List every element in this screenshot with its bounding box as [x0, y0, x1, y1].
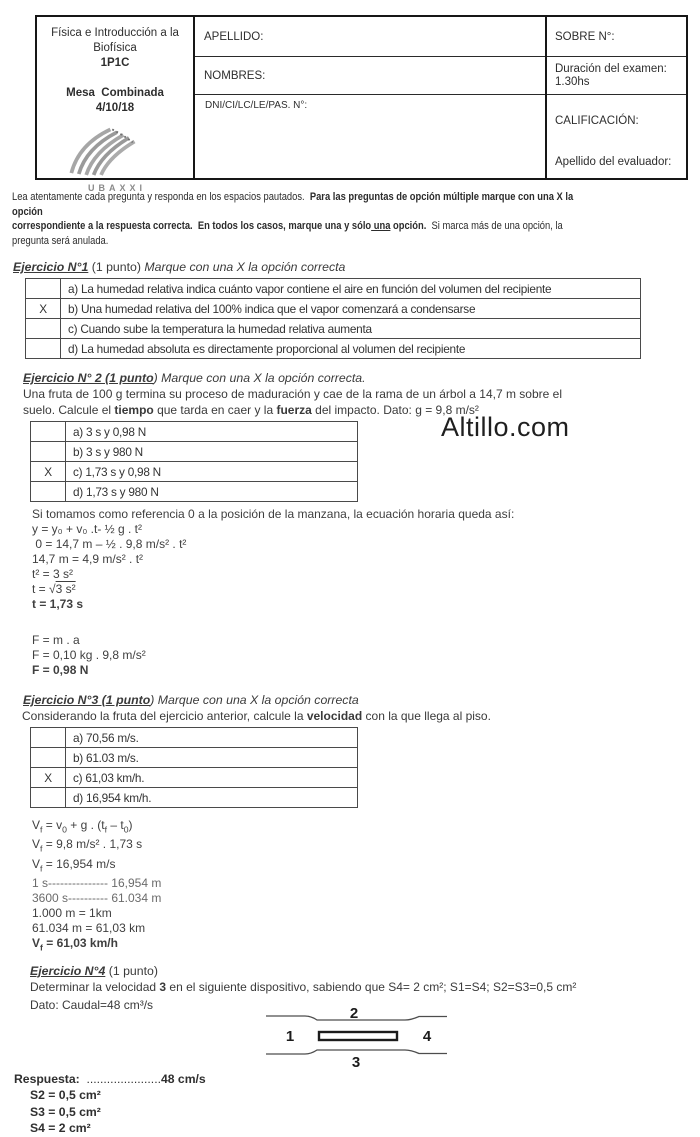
table-row: [26, 319, 641, 339]
dni-field: [195, 95, 545, 178]
ubaxxi-logo: [37, 122, 193, 196]
altillo-watermark: Altillo.com: [441, 412, 570, 442]
table-row: [26, 339, 641, 359]
answer-block: Respuesta: ......................48 cm/s S2 = 0,5 cm² S3 = 0,5 cm² S4 = 2 cm²: [14, 1071, 206, 1136]
exercise-3-statement: Considerando la fruta del ejercicio anterior, calcule la velocidad con la que llega al piso.: [22, 709, 491, 723]
table-row: [31, 422, 358, 442]
calificacion-field: [547, 95, 686, 178]
header-admin-fields: [545, 17, 686, 178]
course-box: [37, 17, 195, 193]
option-mark: X: [31, 768, 66, 788]
option-label: a) 3 s y 0,98 N: [66, 422, 358, 442]
option-mark: X: [31, 462, 66, 482]
table-row: [26, 299, 641, 319]
option-label: c) 1,73 s y 0,98 N: [66, 462, 358, 482]
option-mark: X: [26, 299, 61, 319]
table-row: [26, 279, 641, 299]
pipe-label-3: 3: [351, 1053, 361, 1071]
option-label: a) La humedad relativa indica cuánto vapor contiene el aire en función del volumen del recipiente: [61, 279, 641, 299]
solution-velocity-block: $V_f = v_0 + g$ . $(t_f - t_0)$ $V_f = 9,8$ m/s² . 1,73 s $V_f = 16,954$ m/s 1 s--------------- 16,954 m 3600 s---------- 61.034 m 1.000 m = 1km 61.034 m = 61,03 km $V_f = 61,03$ km/h: [32, 818, 162, 953]
ubaxxi-logo-icon: [63, 122, 167, 174]
option-mark: [26, 339, 61, 359]
option-mark: [31, 482, 66, 502]
pipe-label-1: 1: [285, 1027, 295, 1045]
evaluador-label: Apellido del evaluador:: [555, 156, 672, 168]
header-name-fields: [195, 17, 545, 178]
course-title: Física e Introducción a la Biofísica 1P1C Mesa Combinada 4/10/18: [51, 27, 179, 114]
option-mark: [31, 748, 66, 768]
exercise-4-statement: Determinar la velocidad 3 en el siguiente dispositivo, sabiendo que S4= 2 cm²; S1=S4; S2=S3=0,5 cm²: [30, 979, 577, 994]
venturi-pipe-diagram: [264, 1001, 449, 1071]
exercise-1-title: Ejercicio N°1 (1 punto) Marque con una X la opción correcta: [13, 260, 346, 274]
option-mark: [26, 319, 61, 339]
exercise-3-options-table: [30, 727, 358, 808]
apellido-field: [195, 17, 545, 57]
option-label: b) 3 s y 980 N: [66, 442, 358, 462]
table-row: [31, 788, 358, 808]
option-mark: [31, 728, 66, 748]
ubaxxi-logo-text: UBAXXI: [87, 183, 146, 193]
exercise-4-dato: Dato: Caudal=48 cm³/s: [30, 997, 154, 1012]
exercise-4-title: Ejercicio N°4 (1 punto): [30, 963, 158, 978]
option-mark: [31, 442, 66, 462]
nombres-label: NOMBRES:: [204, 69, 266, 82]
nombres-field: [195, 57, 545, 95]
exercise-3-title: Ejercicio N°3 (1 punto) Marque con una X la opción correcta: [23, 693, 359, 707]
table-row: [31, 748, 358, 768]
table-row: [31, 482, 358, 502]
option-label: c) Cuando sube la temperatura la humedad relativa aumenta: [61, 319, 641, 339]
option-label: d) 1,73 s y 980 N: [66, 482, 358, 502]
table-row: [31, 768, 358, 788]
dni-label: DNI/CI/LC/LE/PAS. N°:: [205, 100, 308, 111]
option-label: d) La humedad absoluta es directamente proporcional al volumen del recipiente: [61, 339, 641, 359]
solution-force-block: F = m . a F = 0,10 kg . 9,8 m/s² F = 0,98 N: [32, 633, 146, 677]
option-label: d) 16,954 km/h.: [66, 788, 358, 808]
exercise-2-options-table: [30, 421, 358, 502]
pipe-label-2: 2: [349, 1004, 359, 1022]
option-mark: [31, 788, 66, 808]
header-table: [35, 15, 688, 193]
solution-time-block: Si tomamos como referencia 0 a la posición de la manzana, la ecuación horaria queda así: y = y₀ + v₀ .t- ½ g . t² 0 = 14,7 m – ½ . 9,8 m/s² . t² 14,7 m = 4,9 m/s² . t² t² = 3 s² t = √3 s² t = 1,73 s: [32, 507, 515, 611]
option-label: b) 61.03 m/s.: [66, 748, 358, 768]
exercise-4-diagram-section: [30, 995, 688, 1071]
exercise-2-statement: Una fruta de 100 g termina su proceso de maduración y cae de la rama de un árbol a 14,7 m sobre el suelo. Calcule el tiempo que tarda en caer y la fuerza del impacto. Dato: g = 9,8 m/s²: [23, 387, 562, 417]
exercise-2-title: Ejercicio N° 2 (1 punto) Marque con una X la opción correcta.: [23, 371, 366, 385]
duracion-field: [547, 57, 686, 95]
pipe-label-4: 4: [422, 1027, 432, 1045]
option-label: b) Una humedad relativa del 100% indica que el vapor comenzará a condensarse: [61, 299, 641, 319]
table-row: [31, 442, 358, 462]
option-label: a) 70,56 m/s.: [66, 728, 358, 748]
apellido-label: APELLIDO:: [204, 30, 264, 43]
calificacion-label: CALIFICACIÓN:: [555, 115, 639, 127]
duracion-label: Duración del examen:: [555, 62, 667, 75]
sobre-label: SOBRE N°:: [555, 30, 615, 43]
table-row: [31, 462, 358, 482]
table-row: [31, 728, 358, 748]
option-mark: [26, 279, 61, 299]
duracion-value: 1.30hs: [555, 75, 590, 88]
option-label: c) 61,03 km/h.: [66, 768, 358, 788]
pipe-obstacle-plate: [319, 1032, 397, 1040]
exercise-1-options-table: [25, 278, 641, 359]
sobre-field: [547, 17, 686, 57]
option-mark: [31, 422, 66, 442]
instructions-text: Lea atentamente cada pregunta y responda en los espacios pautados. Para las preguntas de opción múltiple marque con una X la opción correspondiente a la respuesta correcta. En todos los casos, marque una y sólo una opción. Si marca más de una opción, la pregunta será anulada.: [12, 191, 576, 247]
